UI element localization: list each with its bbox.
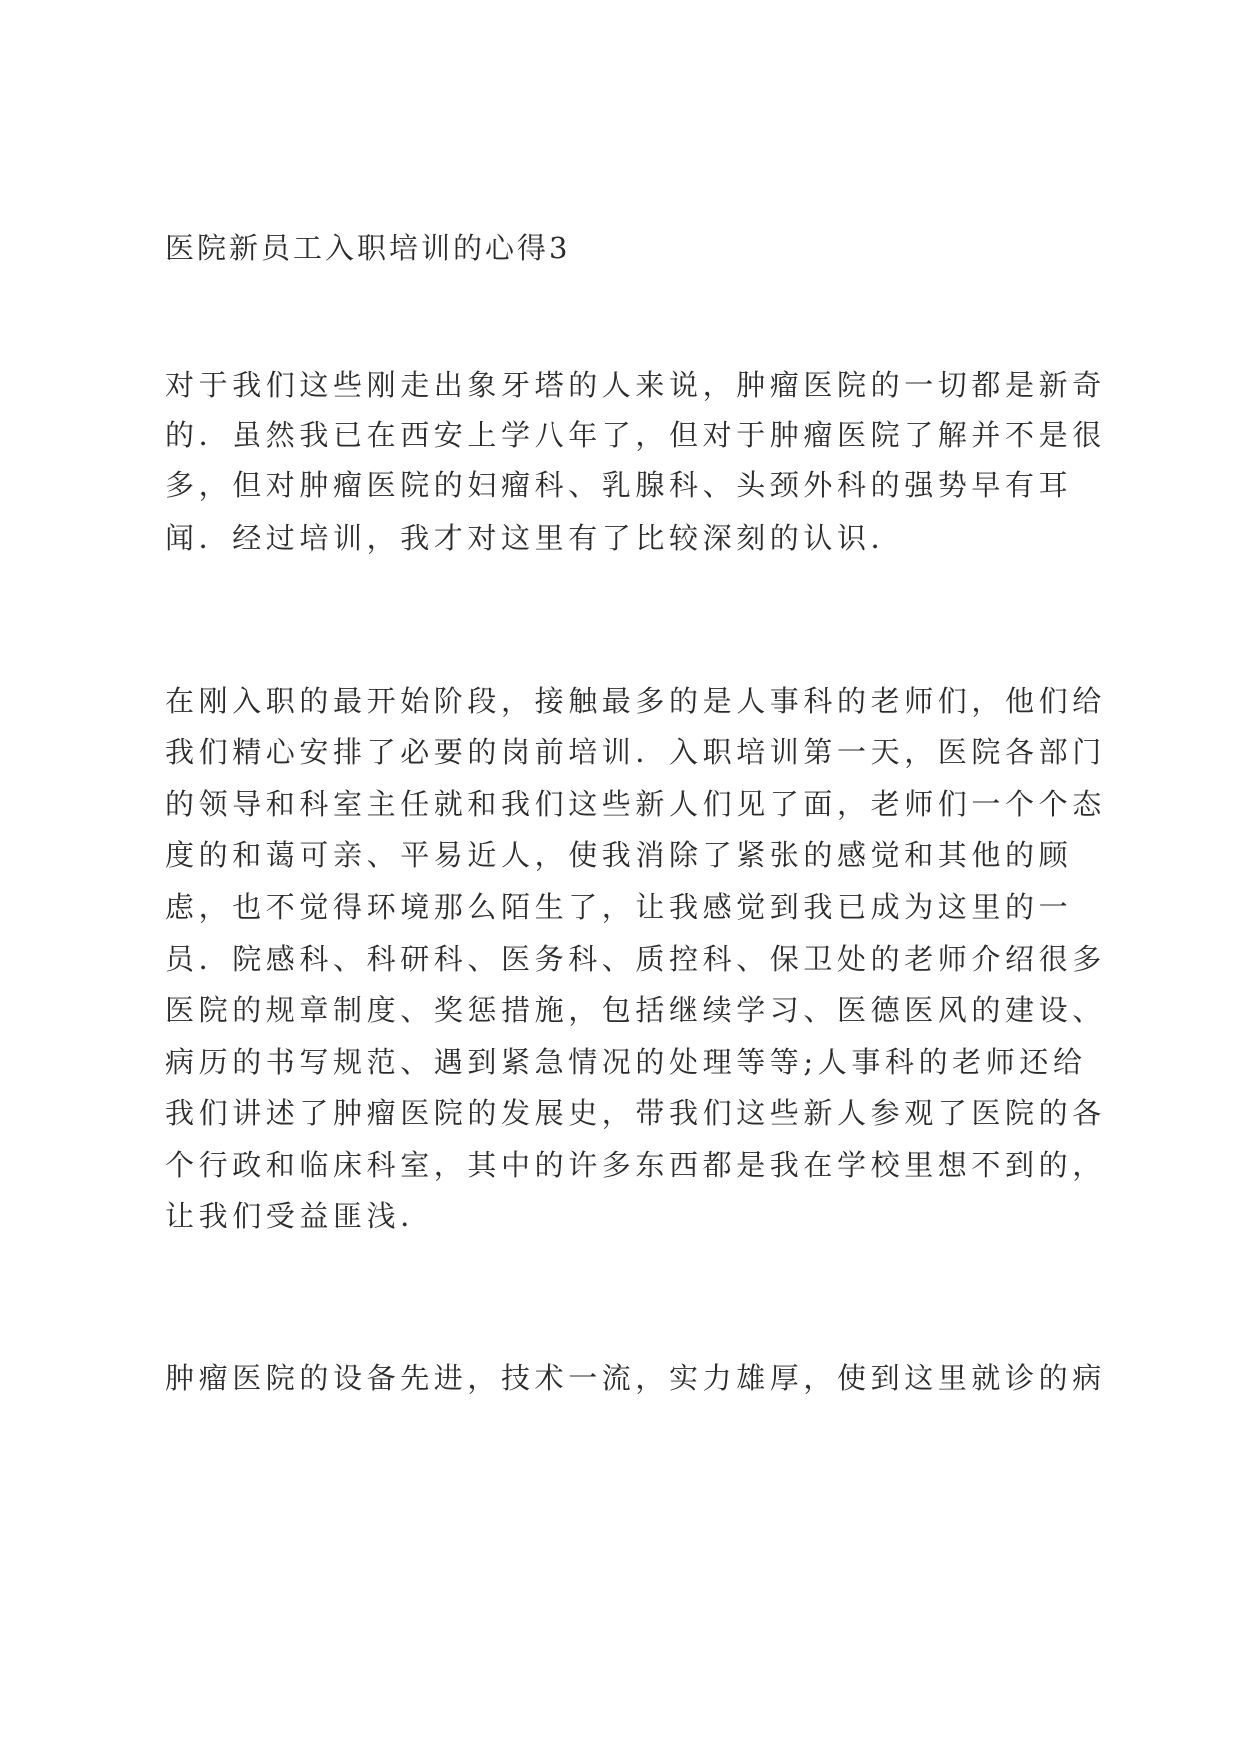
paragraph-line: 员．院感科、科研科、医务科、质控科、保卫处的老师介绍很多 [165, 942, 1106, 976]
paragraph-line: 闻．经过培训，我才对这里有了比较深刻的认识． [165, 521, 905, 555]
paragraph-line: 多，但对肿瘤医院的妇瘤科、乳腺科、头颈外科的强势早有耳 [165, 468, 1073, 502]
paragraph-line: 个行政和临床科室，其中的许多东西都是我在学校里想不到的， [165, 1148, 1106, 1182]
paragraph-line: 让我们受益匪浅． [165, 1199, 434, 1233]
paragraph-line: 对于我们这些刚走出象牙塔的人来说，肿瘤医院的一切都是新奇 [165, 368, 1106, 402]
paragraph-line: 的．虽然我已在西安上学八年了，但对于肿瘤医院了解并不是很 [165, 418, 1106, 452]
paragraph-line: 医院的规章制度、奖惩措施，包括继续学习、医德医风的建设、 [165, 993, 1106, 1027]
paragraph-line: 度的和蔼可亲、平易近人，使我消除了紧张的感觉和其他的顾 [165, 838, 1073, 872]
paragraph-line: 肿瘤医院的设备先进，技术一流，实力雄厚，使到这里就诊的病 [165, 1361, 1106, 1395]
paragraph-line: 我们讲述了肿瘤医院的发展史，带我们这些新人参观了医院的各 [165, 1096, 1106, 1130]
paragraph-line: 我们精心安排了必要的岗前培训．入职培训第一天，医院各部门 [165, 735, 1106, 769]
paragraph-line: 在刚入职的最开始阶段，接触最多的是人事科的老师们，他们给 [165, 684, 1106, 718]
document-title: 医院新员工入职培训的心得3 [165, 231, 571, 265]
paragraph-line: 虑，也不觉得环境那么陌生了，让我感觉到我已成为这里的一 [165, 890, 1073, 924]
paragraph-line: 的领导和科室主任就和我们这些新人们见了面，老师们一个个态 [165, 787, 1106, 821]
paragraph-line: 病历的书写规范、遇到紧急情况的处理等等;人事科的老师还给 [165, 1045, 1087, 1079]
